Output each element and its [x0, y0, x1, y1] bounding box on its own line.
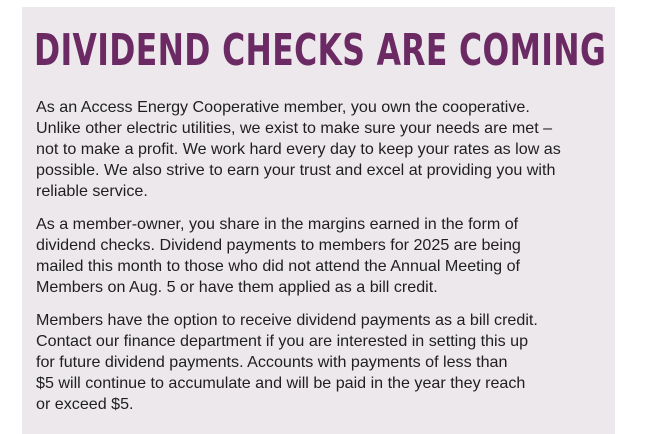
article-paragraph-2 [36, 214, 608, 298]
paragraph-line: not to make a profit. We work hard every day to keep your rates as low as [36, 140, 561, 158]
article-paragraph-1 [36, 97, 608, 202]
paragraph-line: Members on Aug. 5 or have them applied as a bill credit. [36, 278, 438, 296]
paragraph-line: As an Access Energy Cooperative member, you own the cooperative. [36, 98, 530, 116]
paragraph-line: dividend checks. Dividend payments to members for 2025 are being [36, 236, 521, 254]
paragraph-line: mailed this month to those who did not attend the Annual Meeting of [36, 257, 521, 275]
article-headline: DIVIDEND CHECKS ARE COMING [34, 25, 607, 76]
paragraph-line: Contact our finance department if you are interested in setting this up [36, 332, 529, 350]
paragraph-line: Members have the option to receive dividend payments as a bill credit. [36, 311, 538, 329]
paragraph-line: $5 will continue to accumulate and will be paid in the year they reach [36, 374, 526, 392]
paragraph-line: reliable service. [36, 182, 148, 200]
paragraph-line: Unlike other electric utilities, we exist to make sure your needs are met – [36, 119, 553, 137]
paragraph-line: possible. We also strive to earn your trust and excel at providing you with [36, 161, 556, 179]
paragraph-line: or exceed $5. [36, 395, 134, 413]
article-body [36, 97, 608, 427]
paragraph-line: for future dividend payments. Accounts with payments of less than [36, 353, 508, 371]
article-paragraph-3 [36, 310, 608, 415]
article-panel [22, 7, 615, 434]
paragraph-line: As a member-owner, you share in the margins earned in the form of [36, 215, 519, 233]
